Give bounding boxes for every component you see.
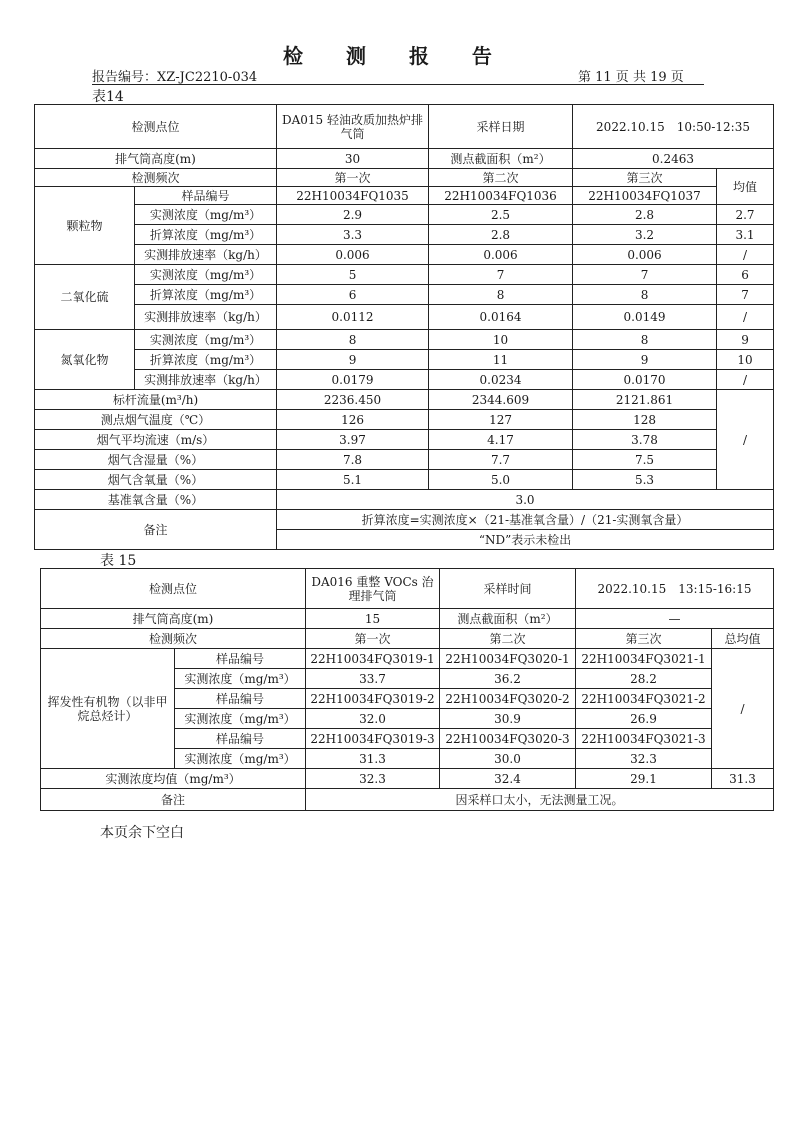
t14-cell: 8 [277, 330, 429, 350]
t15-mean-label: 实测浓度均值（mg/m³） [41, 769, 306, 789]
t14-avg-cell: 7 [717, 285, 774, 305]
t14-cell: 0.0179 [277, 370, 429, 390]
t15-cell: 36.2 [440, 669, 576, 689]
t15-time-label: 采样时间 [440, 569, 576, 609]
t14-cell: 3.2 [573, 225, 717, 245]
t14-point-value: DA015 轻油改质加热炉排气筒 [277, 105, 429, 149]
t14-cell: 127 [429, 410, 573, 430]
t15-sample: 22H10034FQ3021-3 [576, 729, 712, 749]
t14-cell: 7 [429, 265, 573, 285]
t15-sample: 22H10034FQ3021-2 [576, 689, 712, 709]
t14-cell: 0.0112 [277, 305, 429, 330]
t14-cell: 11 [429, 350, 573, 370]
t14-cell: 2344.609 [429, 390, 573, 410]
t14-cell: 8 [429, 285, 573, 305]
t15-run-1: 第一次 [306, 629, 440, 649]
t14-cell: 128 [573, 410, 717, 430]
t14-area-value: 0.2463 [573, 149, 774, 169]
t15-note: 因采样口太小，无法测量工况。 [306, 789, 774, 811]
table-15-caption: 表 15 [100, 553, 137, 569]
t14-cell: 5.1 [277, 470, 429, 490]
t14-freq-label: 检测频次 [35, 169, 277, 187]
t15-cell: 28.2 [576, 669, 712, 689]
t14-row-label: 实测排放速率（kg/h） [135, 305, 277, 330]
t14-height-value: 30 [277, 149, 429, 169]
t14-cell: 2121.861 [573, 390, 717, 410]
t14-date-label: 采样日期 [429, 105, 573, 149]
t14-cell: 2.5 [429, 205, 573, 225]
t15-sample: 22H10034FQ3019-3 [306, 729, 440, 749]
t14-row-label: 实测浓度（mg/m³） [135, 330, 277, 350]
t14-cell: 126 [277, 410, 429, 430]
t14-group-name: 颗粒物 [35, 187, 135, 265]
t14-param-label: 烟气含氧量（%） [35, 470, 277, 490]
t14-avg-header: 均值 [717, 169, 774, 205]
t14-cell: 0.0234 [429, 370, 573, 390]
t14-row-label: 折算浓度（mg/m³） [135, 350, 277, 370]
t14-avg-cell: / [717, 245, 774, 265]
t14-row-label: 折算浓度（mg/m³） [135, 285, 277, 305]
t14-area-label: 测点截面积（m²） [429, 149, 573, 169]
report-title: 检 测 报 告 [283, 44, 510, 68]
t15-sample: 22H10034FQ3020-2 [440, 689, 576, 709]
t14-avg-cell: 9 [717, 330, 774, 350]
t15-time-value: 2022.10.15 13:15-16:15 [576, 569, 774, 609]
t14-row-label: 折算浓度（mg/m³） [135, 225, 277, 245]
t14-ref-o2-label: 基准氧含量（%） [35, 490, 277, 510]
t14-avg-cell: 6 [717, 265, 774, 285]
t15-sample-label: 样品编号 [175, 689, 306, 709]
t14-avg-cell: / [717, 370, 774, 390]
t15-sample: 22H10034FQ3019-1 [306, 649, 440, 669]
t14-row-label: 实测浓度（mg/m³） [135, 265, 277, 285]
t14-cell: 3.3 [277, 225, 429, 245]
t15-height-value: 15 [306, 609, 440, 629]
t15-sample-label: 样品编号 [175, 649, 306, 669]
t14-cell: 3.78 [573, 430, 717, 450]
t14-cell: 7.8 [277, 450, 429, 470]
t14-cell: 5.3 [573, 470, 717, 490]
t14-sample-1: 22H10034FQ1035 [277, 187, 429, 205]
t14-cell: 0.006 [277, 245, 429, 265]
t14-cell: 7 [573, 265, 717, 285]
t14-cell: 7.5 [573, 450, 717, 470]
t14-row-label: 实测排放速率（kg/h） [135, 370, 277, 390]
t14-note-formula: 折算浓度=实测浓度×（21-基准氧含量）/（21-实测氧含量） [277, 510, 774, 530]
t15-sample: 22H10034FQ3021-1 [576, 649, 712, 669]
t15-cell: 26.9 [576, 709, 712, 729]
t15-point-label: 检测点位 [41, 569, 306, 609]
t15-run-3: 第三次 [576, 629, 712, 649]
t14-run-3: 第三次 [573, 169, 717, 187]
t15-conc-label: 实测浓度（mg/m³） [175, 669, 306, 689]
table-15 [40, 568, 774, 811]
t14-cell: 0.0164 [429, 305, 573, 330]
t14-date-value: 2022.10.15 10:50-12:35 [573, 105, 774, 149]
t14-height-label: 排气筒高度(m) [35, 149, 277, 169]
t14-cell: 0.006 [573, 245, 717, 265]
t15-run-2: 第二次 [440, 629, 576, 649]
t15-notes-label: 备注 [41, 789, 306, 811]
t15-cell: 32.3 [576, 749, 712, 769]
t14-run-1: 第一次 [277, 169, 429, 187]
t15-mean-cell: 29.1 [576, 769, 712, 789]
t15-conc-label: 实测浓度（mg/m³） [175, 749, 306, 769]
t15-height-label: 排气筒高度(m) [41, 609, 306, 629]
t14-avg-cell: 3.1 [717, 225, 774, 245]
t14-param-label: 烟气含湿量（%） [35, 450, 277, 470]
t15-cell: 32.0 [306, 709, 440, 729]
table-14 [34, 104, 774, 550]
t15-cell: 30.9 [440, 709, 576, 729]
report-number: 报告编号：XZ-JC2210-034 [92, 70, 258, 85]
t14-param-label: 测点烟气温度（℃） [35, 410, 277, 430]
t14-group-name: 二氧化硫 [35, 265, 135, 330]
t14-sample-label: 样品编号 [135, 187, 277, 205]
t14-row-label: 实测浓度（mg/m³） [135, 205, 277, 225]
t14-cell: 8 [573, 330, 717, 350]
t14-cell: 2236.450 [277, 390, 429, 410]
t15-cell: 33.7 [306, 669, 440, 689]
t15-mean-cell: 32.4 [440, 769, 576, 789]
page-number: 第 11 页 共 19 页 [578, 70, 684, 85]
t14-avg-cell: 10 [717, 350, 774, 370]
t14-cell: 9 [277, 350, 429, 370]
t14-cell: 5.0 [429, 470, 573, 490]
t15-cell: 31.3 [306, 749, 440, 769]
t14-group-name: 氮氧化物 [35, 330, 135, 390]
t15-sample: 22H10034FQ3019-2 [306, 689, 440, 709]
t14-point-label: 检测点位 [35, 105, 277, 149]
t14-row-label: 实测排放速率（kg/h） [135, 245, 277, 265]
t14-cell: 7.7 [429, 450, 573, 470]
t14-avg-cell: 2.7 [717, 205, 774, 225]
t15-cell: 30.0 [440, 749, 576, 769]
page-footer-note: 本页余下空白 [100, 825, 184, 841]
t14-cell: 5 [277, 265, 429, 285]
t14-cell: 0.006 [429, 245, 573, 265]
t15-avg-header: 总均值 [712, 629, 774, 649]
t14-cell: 10 [429, 330, 573, 350]
table-14-caption: 表14 [92, 89, 124, 105]
t14-note-nd: “ND”表示未检出 [277, 530, 774, 550]
t15-sample-label: 样品编号 [175, 729, 306, 749]
t14-cell: 0.0170 [573, 370, 717, 390]
t14-param-label: 烟气平均流速（m/s） [35, 430, 277, 450]
t14-params-avg: / [717, 390, 774, 490]
t15-group-avg: / [712, 649, 774, 769]
t14-sample-3: 22H10034FQ1037 [573, 187, 717, 205]
t14-cell: 9 [573, 350, 717, 370]
t14-cell: 8 [573, 285, 717, 305]
t14-cell: 2.8 [573, 205, 717, 225]
t15-conc-label: 实测浓度（mg/m³） [175, 709, 306, 729]
t14-ref-o2-value: 3.0 [277, 490, 774, 510]
t15-area-value: — [576, 609, 774, 629]
t14-sample-2: 22H10034FQ1036 [429, 187, 573, 205]
t14-cell: 3.97 [277, 430, 429, 450]
t15-sample: 22H10034FQ3020-3 [440, 729, 576, 749]
t15-sample: 22H10034FQ3020-1 [440, 649, 576, 669]
t14-cell: 4.17 [429, 430, 573, 450]
t14-param-label: 标杆流量(m³/h) [35, 390, 277, 410]
t14-notes-label: 备注 [35, 510, 277, 550]
t14-cell: 0.0149 [573, 305, 717, 330]
t15-group-name: 挥发性有机物（以非甲烷总烃计） [41, 649, 175, 769]
t14-cell: 6 [277, 285, 429, 305]
t15-area-label: 测点截面积（m²） [440, 609, 576, 629]
t14-avg-cell: / [717, 305, 774, 330]
header-rule [92, 84, 704, 85]
t14-run-2: 第二次 [429, 169, 573, 187]
t15-freq-label: 检测频次 [41, 629, 306, 649]
t15-mean-total: 31.3 [712, 769, 774, 789]
t15-point-value: DA016 重整 VOCs 治理排气筒 [306, 569, 440, 609]
t14-cell: 2.8 [429, 225, 573, 245]
t15-mean-cell: 32.3 [306, 769, 440, 789]
t14-cell: 2.9 [277, 205, 429, 225]
